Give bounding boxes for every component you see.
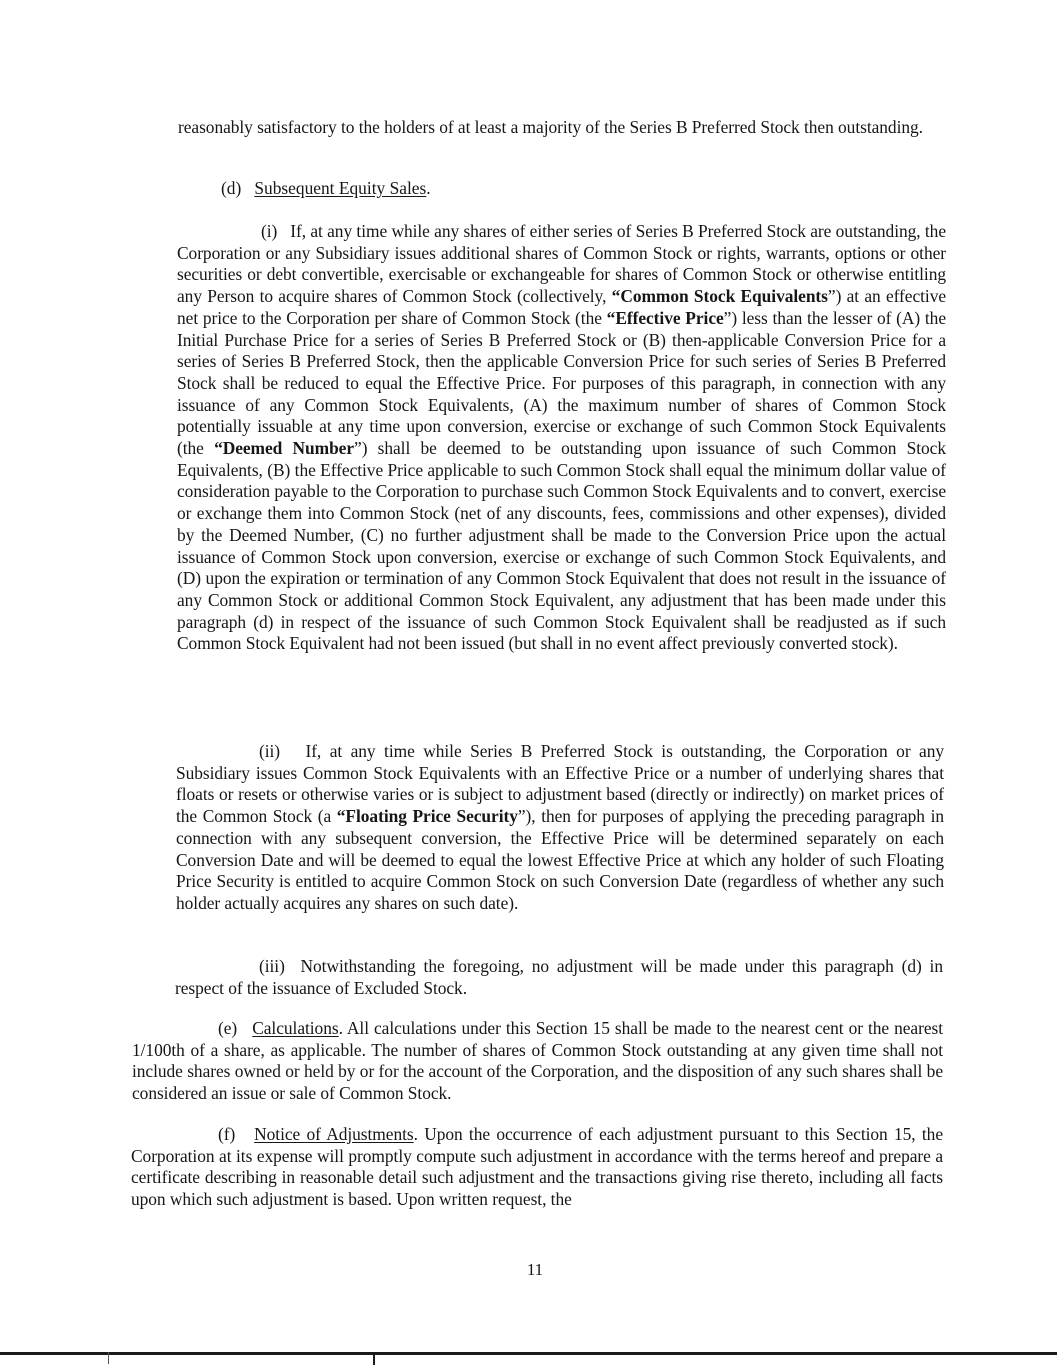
section-e-title: Calculations <box>252 1018 339 1038</box>
scan-edge-line <box>0 1352 1057 1355</box>
section-f-paragraph: (f) Notice of Adjustments. Upon the occurrence of each adjustment pursuant to this Section 15, the Corporation at its expense will promptly compute such adjustment in accordance with the terms hereof and prepare a certificate describing in reasonable detail such adjustment and the transactions giving rise thereto, including all facts upon which such adjustment is based. Upon written request, the <box>131 1124 943 1210</box>
defined-term-common-stock-equivalents: “Common Stock Equivalents <box>611 286 828 307</box>
clause-d-i-paragraph: (i) If, at any time while any shares of either series of Series B Preferred Stock are outstanding, the Corporation or any Subsidiary issues additional shares of Common Stock or rights, warrants, options or other securities or debt convertible, exercisable or exchangeable for shares of Common Stock or otherwise entitling any Person to acquire shares of Common Stock (collectively, “Common Stock Equivalents”) at an effective net price to the Corporation per share of Common Stock (the “Effective Price”) less than the lesser of (A) the Initial Purchase Price for a series of Series B Preferred Stock or (B) then-applicable Conversion Price for a series of Series B Preferred Stock, then the applicable Conversion Price for such series of Series B Preferred Stock shall be reduced to equal the Effective Price. For purposes of this paragraph, in connection with any issuance of any Common Stock Equivalents, (A) the maximum number of shares of Common Stock potentially issuable at any time upon conversion, exercise or exchange of such Common Stock Equivalents (the “Deemed Number”) shall be deemed to be outstanding upon issuance of such Common Stock Equivalents, (B) the Effective Price applicable to such Common Stock shall equal the minimum dollar value of consideration payable to the Corporation to purchase such Common Stock Equivalents and to convert, exercise or exchange them into Common Stock (net of any discounts, fees, commissions and other expenses), divided by the Deemed Number, (C) no further adjustment shall be made to the Conversion Price upon the actual issuance of Common Stock upon conversion, exercise or exchange of such Common Stock Equivalents, and (D) upon the expiration or termination of any Common Stock Equivalent that does not result in the issuance of any Common Stock or additional Common Stock Equivalent, any adjustment that has been made under this paragraph (d) in respect of the issuance of such Common Stock Equivalent shall be readjusted as if such Common Stock Equivalent had not been issued (but shall in no event affect previously converted stock). <box>177 221 947 654</box>
clause-d-iii-marker: (iii) <box>259 956 285 976</box>
section-d-marker: (d) <box>221 178 242 198</box>
scan-edge-tick <box>373 1352 375 1365</box>
section-f-marker: (f) <box>218 1124 236 1144</box>
section-f-title: Notice of Adjustments <box>254 1124 414 1144</box>
clause-d-ii-paragraph: (ii) If, at any time while Series B Preferred Stock is outstanding, the Corporation or any Subsidiary issues Common Stock Equivalents with an Effective Price or a number of underlying shares that floats or resets or otherwise varies or is subject to adjustment based (directly or indirectly) on market prices of the Common Stock (a “Floating Price Security”), then for purposes of applying the preceding paragraph in connection with any subsequent conversion, the Effective Price will be determined separately on each Conversion Date and will be deemed to equal the lowest Effective Price at which any holder of such Floating Price Security is entitled to acquire Common Stock on such Conversion Date (regardless of whether any such holder actually acquires any shares on such date). <box>176 741 945 913</box>
clause-d-i-marker: (i) <box>261 221 278 241</box>
clause-d-iii-paragraph: (iii) Notwithstanding the foregoing, no adjustment will be made under this paragraph (d) in respect of the issuance of Excluded Stock. <box>175 956 943 998</box>
section-e-marker: (e) <box>218 1018 238 1038</box>
section-d-title: Subsequent Equity Sales <box>254 178 427 198</box>
clause-d-ii-marker: (ii) <box>259 741 281 761</box>
continuation-paragraph: reasonably satisfactory to the holders of at least a majority of the Series B Preferred Stock then outstanding. <box>178 117 923 137</box>
section-e-paragraph: (e) Calculations. All calculations under this Section 15 shall be made to the nearest cent or the nearest 1/100th of a share, as applicable. The number of shares of Common Stock outstanding at any given time shall not include shares owned or held by or for the account of the Corporation, and the disposition of any such shares shall be considered an issue or sale of Common Stock. <box>132 1018 943 1104</box>
section-d-heading: (d) Subsequent Equity Sales. <box>221 178 431 198</box>
defined-term-floating-price-security: “Floating Price Security <box>336 806 518 827</box>
defined-term-effective-price: “Effective Price <box>606 307 724 328</box>
scan-edge-tick <box>108 1352 109 1364</box>
page-number: 11 <box>526 1260 544 1279</box>
defined-term-deemed-number: “Deemed Number <box>214 438 355 459</box>
